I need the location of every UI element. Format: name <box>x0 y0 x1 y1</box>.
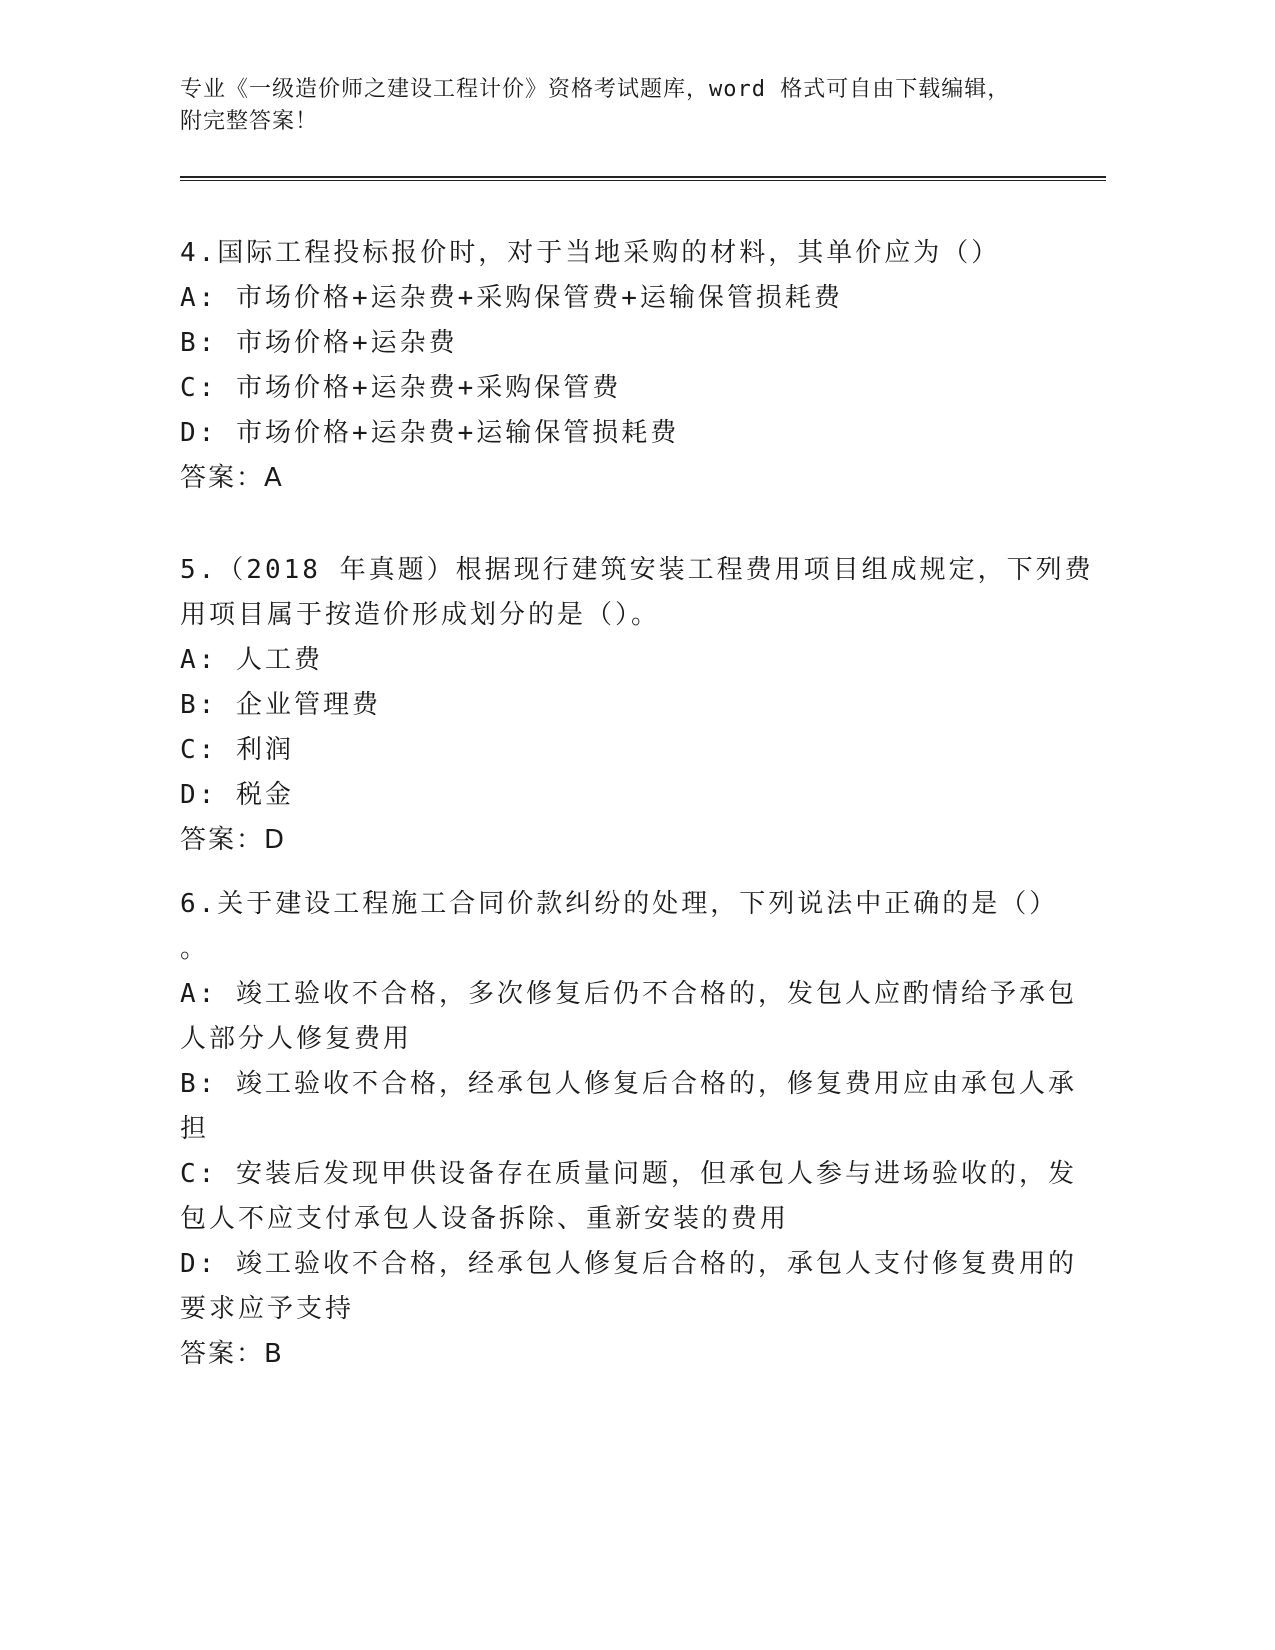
question-stem-line-1: 6.关于建设工程施工合同价款纠纷的处理，下列说法中正确的是（） <box>180 889 1059 919</box>
header-line-2: 附完整答案！ <box>180 109 319 134</box>
answer-line: 答案：A <box>180 463 284 493</box>
option-a: A: 人工费 <box>180 645 323 675</box>
header-line-1: 专业《一级造价师之建设工程计价》资格考试题库，word 格式可自由下载编辑， <box>180 77 1011 102</box>
option-c-line-1: C: 安装后发现甲供设备存在质量问题，但承包人参与进场验收的，发 <box>180 1159 1077 1189</box>
option-b-line-2: 担 <box>180 1114 210 1144</box>
question-stem-line-2: 用项目属于按造价形成划分的是（）。 <box>180 600 661 630</box>
question-4 <box>180 231 1040 501</box>
option-c-line-2: 包人不应支付承包人设备拆除、重新安装的费用 <box>180 1204 790 1234</box>
option-d-line-1: D: 竣工验收不合格，经承包人修复后合格的，承包人支付修复费用的 <box>180 1249 1077 1279</box>
option-c: C: 利润 <box>180 735 294 765</box>
option-d: D: 税金 <box>180 780 294 810</box>
option-b: B: 企业管理费 <box>180 690 381 720</box>
header-divider <box>180 176 1106 181</box>
option-d: D: 市场价格+运杂费+运输保管损耗费 <box>180 418 680 448</box>
option-a-line-2: 人部分人修复费用 <box>180 1024 413 1054</box>
question-stem-line-1: 5.（2018 年真题）根据现行建筑安装工程费用项目组成规定，下列费 <box>180 555 1094 585</box>
option-b-line-1: B: 竣工验收不合格，经承包人修复后合格的，修复费用应由承包人承 <box>180 1069 1077 1099</box>
question-stem: 4.国际工程投标报价时，对于当地采购的材料，其单价应为（） <box>180 238 1001 268</box>
option-d-line-2: 要求应予支持 <box>180 1294 355 1324</box>
question-5 <box>180 548 1094 863</box>
option-a-line-1: A: 竣工验收不合格，多次修复后仍不合格的，发包人应酌情给予承包 <box>180 979 1077 1009</box>
answer-line: 答案：B <box>180 1339 284 1369</box>
question-stem-line-2: 。 <box>180 934 210 964</box>
answer-line: 答案：D <box>180 825 287 855</box>
document-header <box>180 74 1080 138</box>
option-b: B: 市场价格+运杂费 <box>180 328 458 358</box>
option-c: C: 市场价格+运杂费+采购保管费 <box>180 373 622 403</box>
question-6 <box>180 882 1077 1377</box>
option-a: A: 市场价格+运杂费+采购保管费+运输保管损耗费 <box>180 283 843 313</box>
